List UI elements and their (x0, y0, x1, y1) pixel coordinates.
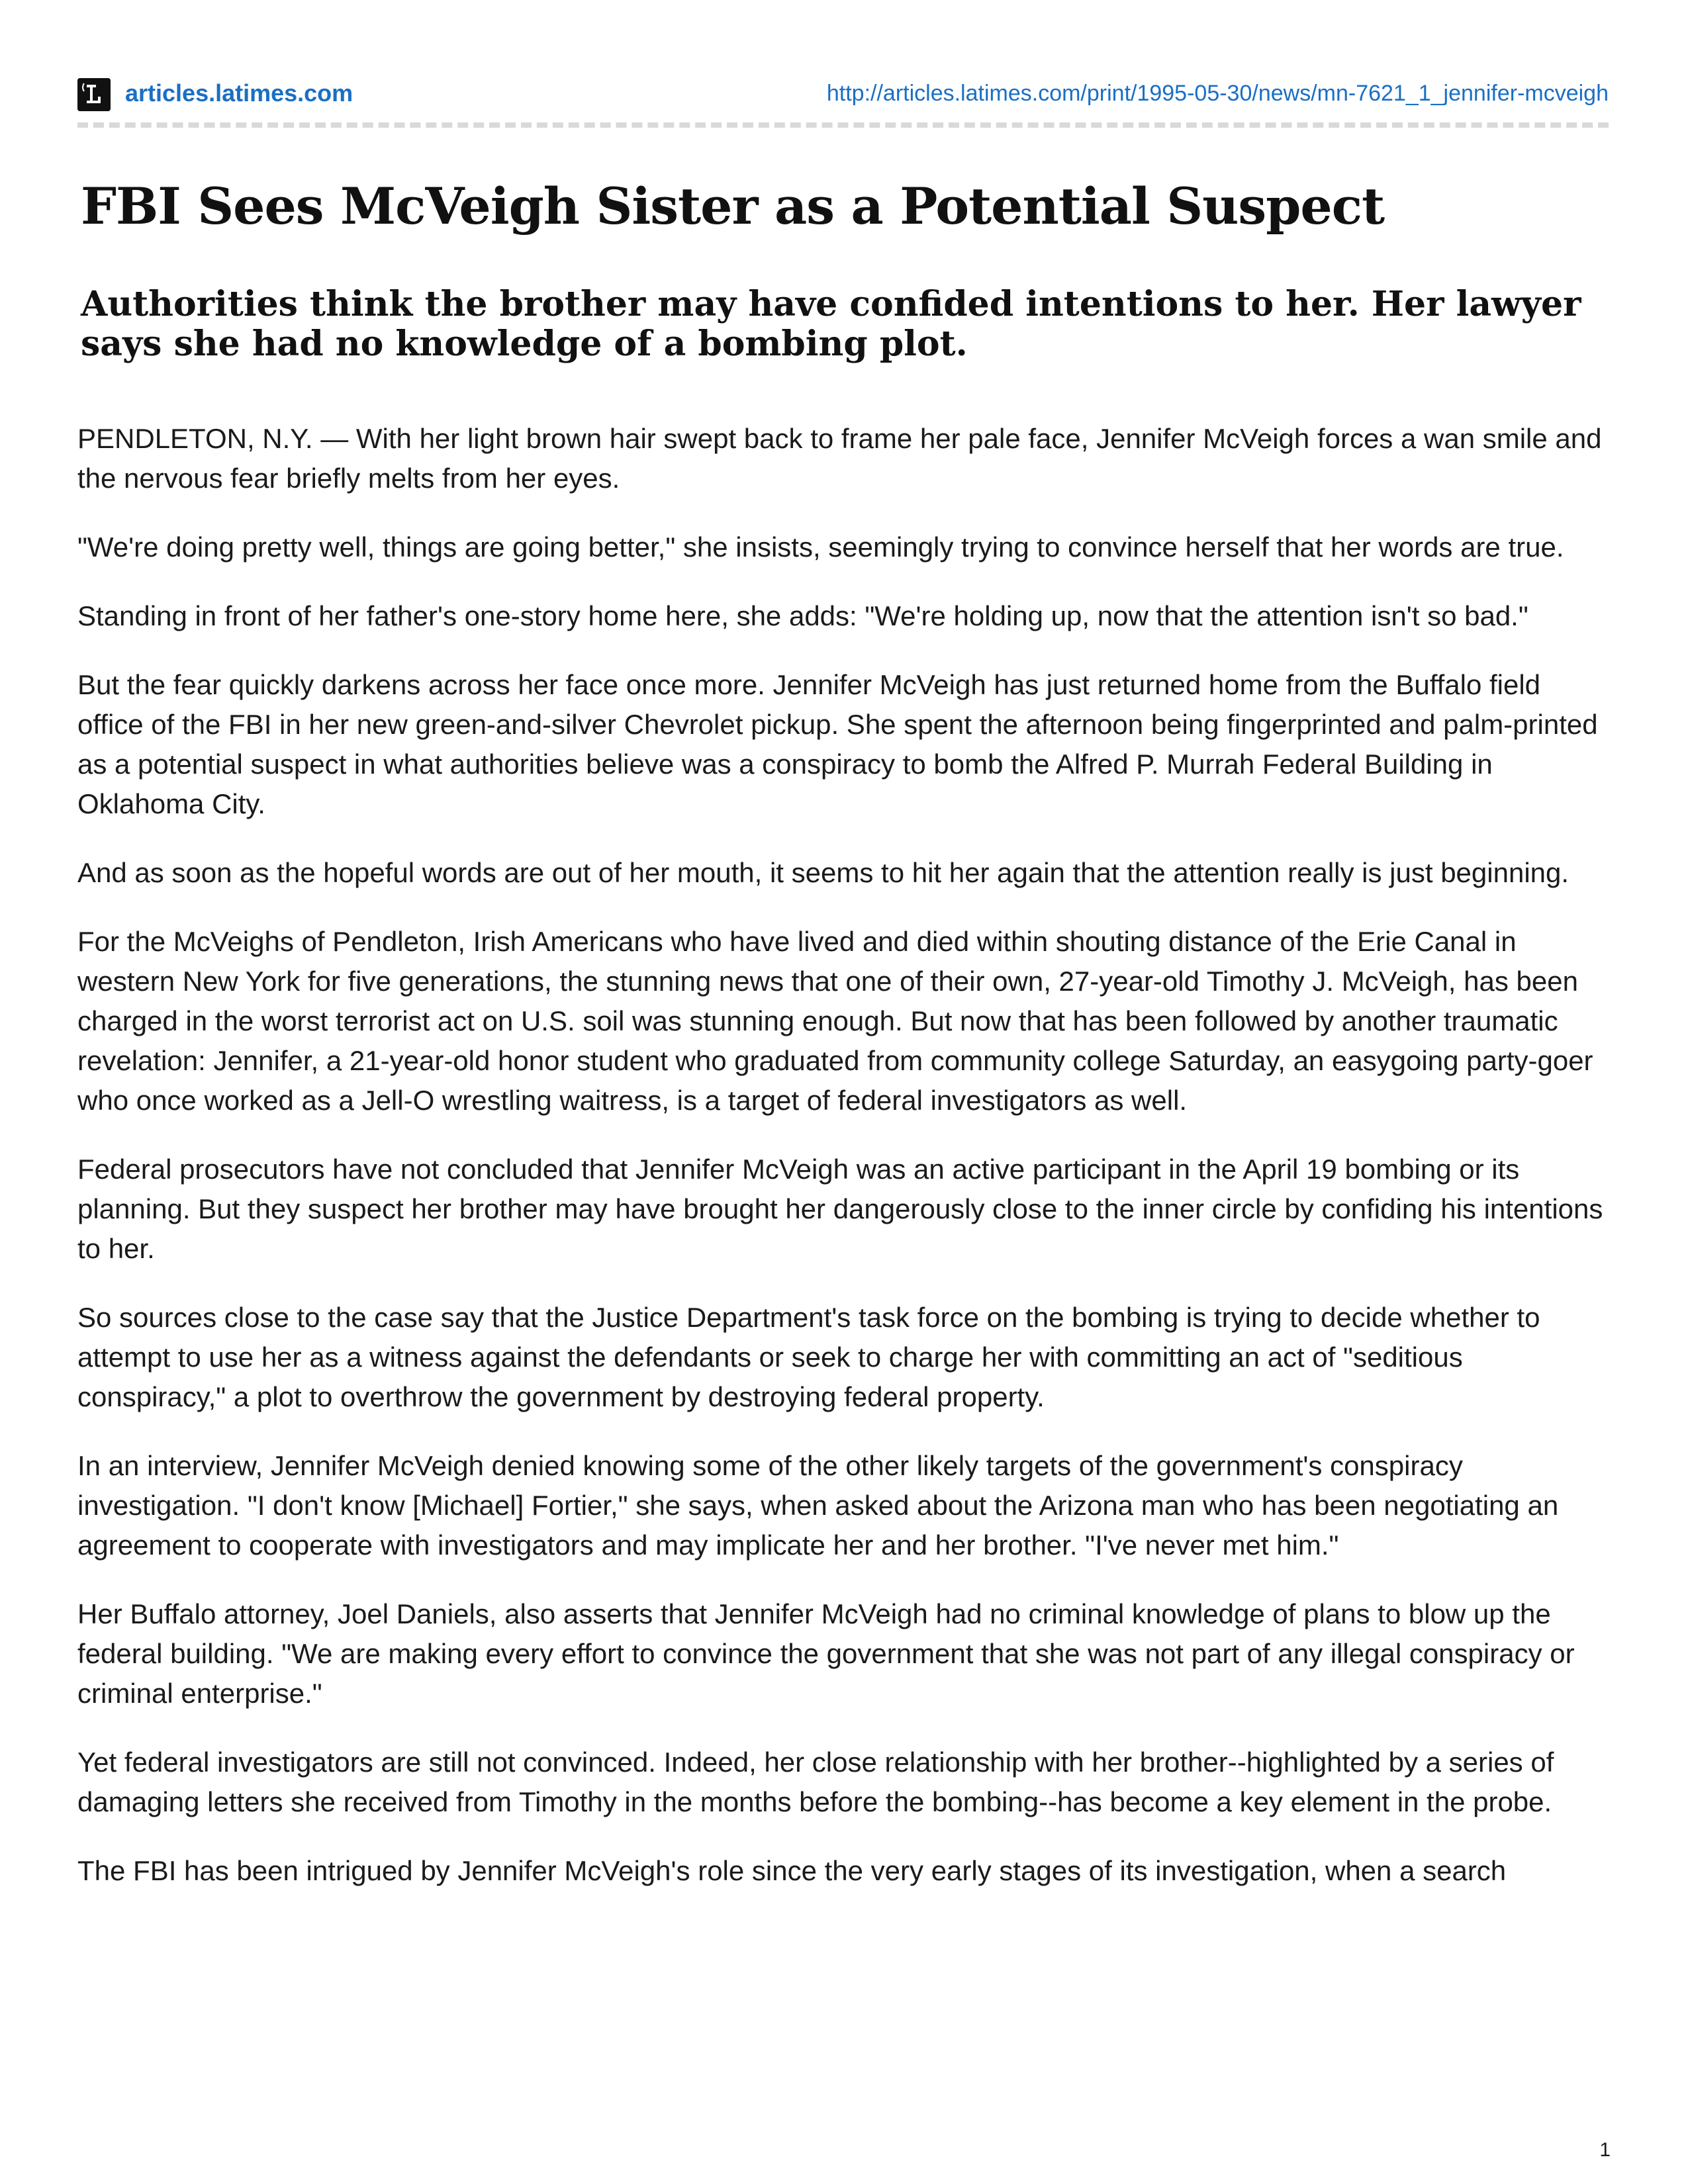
header-divider (77, 122, 1609, 128)
article-paragraph: Her Buffalo attorney, Joel Daniels, also asserts that Jennifer McVeigh had no criminal knowledge of plans to blow up the federal building. "We are making every effort to convince the government that she was not part of any illegal conspiracy or criminal enterprise." (77, 1598, 1575, 1709)
page-number: 1 (1599, 2139, 1611, 2161)
article-paragraph: The FBI has been intrigued by Jennifer McVeigh's role since the very early stages of its investigation, when a search (77, 1855, 1507, 1886)
article-paragraph: But the fear quickly darkens across her face once more. Jennifer McVeigh has just returned home from the Buffalo field office of the FBI in her new green-and-silver Chevrolet pickup. She spent the afternoon being fingerprinted and palm-printed as a potential suspect in what authorities believe was a conspiracy to bomb the Alfred P. Murrah Federal Building in Oklahoma City. (77, 669, 1598, 819)
article-paragraph: Yet federal investigators are still not convinced. Indeed, her close relationship with her brother--highlighted by a series of damaging letters she received from Timothy in the months before the bombing--has become a key element in the probe. (77, 1747, 1554, 1817)
la-times-logo-icon (77, 78, 111, 111)
article-paragraph: Standing in front of her father's one-story home here, she adds: "We're holding up, now that the attention isn't so bad." (77, 600, 1528, 631)
article-paragraph: Federal prosecutors have not concluded that Jennifer McVeigh was an active participant in the April 19 bombing or its planning. But they suspect her brother may have brought her dangerously close to the inner circle by confiding his intentions to her. (77, 1154, 1603, 1264)
source-url-link[interactable]: http://articles.latimes.com/print/1995-05-30/news/mn-7621_1_jennifer-mcveigh (826, 81, 1609, 106)
article-paragraph: In an interview, Jennifer McVeigh denied knowing some of the other likely targets of the government's conspiracy investigation. "I don't know [Michael] Fortier," she says, when asked about the Arizona man who has been negotiating an agreement to cooperate with investigators and may implicate her and her brother. "I've never met him." (77, 1450, 1559, 1561)
article-paragraph: And as soon as the hopeful words are out of her mouth, it seems to hit her again that the attention really is just beginning. (77, 857, 1570, 888)
article-paragraph: PENDLETON, N.Y. — With her light brown hair swept back to frame her pale face, Jennifer McVeigh forces a wan smile and the nervous fear briefly melts from her eyes. (77, 423, 1602, 494)
page-header (77, 74, 1609, 114)
article-paragraph: So sources close to the case say that the Justice Department's task force on the bombing is trying to decide whether to attempt to use her as a witness against the defendants or seek to charge her with committing an act of "seditious conspiracy," a plot to overthrow the government by destroying federal property. (77, 1302, 1540, 1412)
article-paragraph: "We're doing pretty well, things are going better," she insists, seemingly trying to convince herself that her words are true. (77, 531, 1564, 563)
article-body (77, 419, 1613, 1920)
article-subheadline: Authorities think the brother may have confided intentions to her. Her lawyer says she had no knowledge of a bombing plot. (81, 284, 1581, 364)
la-times-logo-glyph (77, 78, 111, 111)
article-paragraph: For the McVeighs of Pendleton, Irish Americans who have lived and died within shouting distance of the Erie Canal in western New York for five generations, the stunning news that one of their own, 27-year-old Timothy J. McVeigh, has been charged in the worst terrorist act on U.S. soil was stunning enough. But now that has been followed by another traumatic revelation: Jennifer, a 21-year-old honor student who graduated from community college Saturday, an easygoing party-goer who once worked as a Jell-O wrestling waitress, is a target of federal investigators as well. (77, 926, 1593, 1116)
article-headline: FBI Sees McVeigh Sister as a Potential Suspect (81, 177, 1385, 236)
site-name-link[interactable]: articles.latimes.com (125, 79, 353, 107)
